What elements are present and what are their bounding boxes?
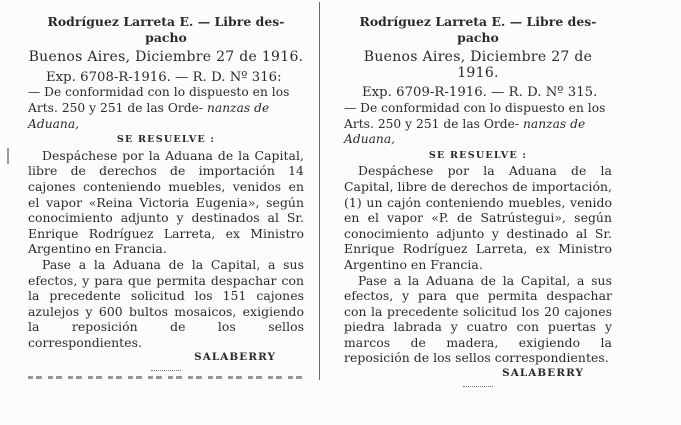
right-date: Buenos Aires, Diciembre 27 de 1916. (363, 49, 593, 81)
left-paragraph-2: Pase a la Aduana de la Capital, a sus efectos, y para que permita despachar con la precedente solicitud los 151 cajones azulejos y 600 bultos mosaicos, exigiendo la reposición de los sellos correspondientes. (28, 256, 304, 350)
right-intro-italic: nanzas de Aduana, (344, 116, 586, 147)
right-exp-number: Exp. 6709-R-1916. — R. D. Nº 315. (362, 85, 598, 101)
right-column (344, 14, 612, 387)
left-exp-number: Exp. 6708-R-1916. — R. D. Nº 316: (46, 69, 282, 85)
left-date: Buenos Aires, Diciembre 27 de 1916. (28, 49, 304, 66)
left-signature: SALABERRY (194, 351, 276, 364)
left-expediente (28, 70, 304, 132)
right-expediente (344, 85, 612, 147)
right-paragraph-2: Pase a la Aduana de la Capital, a sus efectos, y para que permita despachar con la precedente solicitud los 20 cajones piedra labrada y cuatro con puertas y marcos de madera, exigiendo la reposición de los sellos correspondientes. (344, 272, 612, 366)
right-paragraph-1: Despáchese por la Aduana de la Capital, libre de derechos de importación, (1) un cajón conteniendo muebles, venido en el vapor «P. de Satrústegui», según conocimiento adjunto y destinado al Sr. Enrique Rodríguez Larreta, ex Ministro Argentino en Francia. (344, 163, 612, 272)
left-title-line-1: Rodríguez Larreta E. — Libre des- (47, 14, 285, 29)
right-signature: SALABERRY (502, 367, 584, 380)
column-divider (319, 2, 320, 380)
right-title-line-2: pacho (457, 29, 499, 45)
left-end-rule (151, 370, 181, 371)
left-column (28, 14, 304, 371)
margin-mark (7, 148, 9, 164)
left-paragraph-1: Despáchese por la Aduana de la Capital, libre de derechos de importación 14 cajones conteniendo muebles, venidos en el vapor «Reina Victoria Eugenia», según conocimiento adjunto y destinados al Sr. Enrique Rodríguez Larreta, ex Ministro Argentino en Francia. (28, 147, 304, 257)
right-end-rule (463, 386, 493, 387)
left-intro-italic: nanzas de Aduana, (28, 100, 270, 131)
right-title-line-1: Rodríguez Larreta E. — Libre des- (359, 14, 597, 29)
right-intro (344, 101, 612, 148)
left-title-line-2: pacho (145, 29, 187, 45)
left-intro-text: — De conformidad con lo dispuesto en los Arts. 250 y 251 de las Orde- (28, 85, 290, 115)
right-title (344, 14, 612, 45)
left-title (28, 14, 304, 45)
left-resuelve: SE RESUELVE : (116, 134, 216, 146)
right-intro-text: — De conformidad con lo dispuesto en los Arts. 250 y 251 de las Orde- (344, 100, 606, 131)
cut-off-next-line (28, 372, 304, 380)
right-resuelve: SE RESUELVE : (428, 149, 528, 161)
left-intro (28, 85, 304, 132)
